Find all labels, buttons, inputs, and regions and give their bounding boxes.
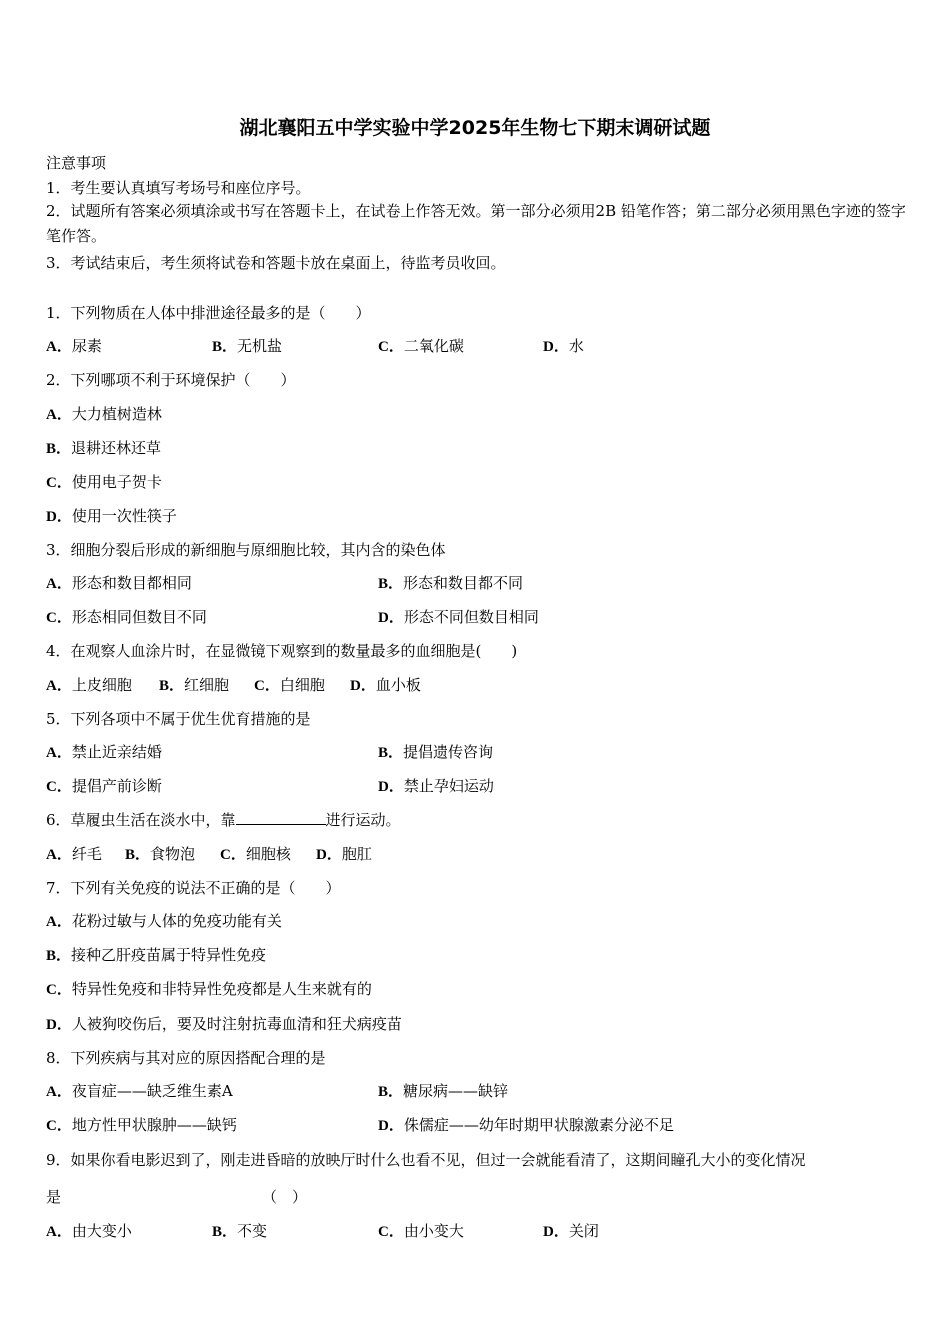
q8-option-d: D．侏儒症——幼年时期甲状腺激素分泌不足 [378, 1116, 674, 1134]
q5-option-d: D．禁止孕妇运动 [378, 777, 494, 795]
q8-option-b: B．糖尿病——缺锌 [378, 1082, 509, 1100]
q3-option-a: A．形态和数目都相同 [46, 574, 192, 592]
q6-option-b: B．食物泡 [125, 845, 196, 863]
q2-option-b: B．退耕还林还草 [46, 439, 162, 457]
q6-option-c: C．细胞核 [220, 845, 291, 863]
question-2-stem: 2．下列哪项不利于环境保护（ ） [46, 371, 296, 389]
question-7-stem: 7．下列有关免疫的说法不正确的是（ ） [46, 879, 341, 897]
q6-option-a: A．纤毛 [46, 845, 102, 863]
q3-option-b: B．形态和数目都不同 [378, 574, 524, 592]
q3-option-c: C．形态相同但数目不同 [46, 608, 207, 626]
question-3-stem: 3．细胞分裂后形成的新细胞与原细胞比较，其内含的染色体 [46, 541, 446, 559]
q1-option-a: A．尿素 [46, 337, 102, 355]
q7-option-c: C．特异性免疫和非特异性免疫都是人生来就有的 [46, 980, 372, 998]
question-1-stem: 1．下列物质在人体中排泄途径最多的是（ ） [46, 304, 371, 322]
page-title: 湖北襄阳五中学实验中学2025年生物七下期末调研试题 [239, 117, 711, 139]
q4-option-a: A．上皮细胞 [46, 676, 132, 694]
question-9-stem: 9．如果你看电影迟到了，刚走进昏暗的放映厅时什么也看不见，但过一会就能看清了，这期间瞳孔大小的变化情况 [46, 1151, 806, 1169]
q9-option-a: A．由大变小 [46, 1222, 132, 1240]
answer-blank [236, 810, 326, 825]
q6-option-d: D．胞肛 [316, 845, 372, 863]
q5-option-c: C．提倡产前诊断 [46, 777, 162, 795]
q2-option-d: D．使用一次性筷子 [46, 507, 177, 525]
q7-option-b: B．接种乙肝疫苗属于特异性免疫 [46, 946, 267, 964]
q4-option-d: D．血小板 [350, 676, 421, 694]
q5-option-b: B．提倡遗传咨询 [378, 743, 494, 761]
question-9-paren: （ ） [262, 1188, 308, 1206]
q7-option-d: D．人被狗咬伤后，要及时注射抗毒血清和狂犬病疫苗 [46, 1015, 402, 1033]
notice-item-3: 3．考试结束后，考生须将试卷和答题卡放在桌面上，待监考员收回。 [46, 254, 506, 272]
q1-option-c: C．二氧化碳 [378, 337, 464, 355]
q4-option-b: B．红细胞 [159, 676, 230, 694]
q9-option-d: D．关闭 [543, 1222, 599, 1240]
q2-option-a: A．大力植树造林 [46, 405, 162, 423]
notice-item-2: 2．试题所有答案必须填涂或书写在答题卡上，在试卷上作答无效。第一部分必须用2B 铅笔作答；第二部分必须用黑色字迹的签字笔作答。 [46, 202, 906, 245]
question-4-stem: 4．在观察人血涂片时，在显微镜下观察到的数量最多的血细胞是( ) [46, 642, 518, 660]
q5-option-a: A．禁止近亲结婚 [46, 743, 162, 761]
question-9-stem-cont: 是 [46, 1188, 62, 1206]
q1-option-b: B．无机盐 [212, 337, 283, 355]
question-6-stem: 6．草履虫生活在淡水中，靠 进行运动。 [46, 811, 401, 829]
question-8-stem: 8．下列疾病与其对应的原因搭配合理的是 [46, 1049, 326, 1067]
q7-option-a: A．花粉过敏与人体的免疫功能有关 [46, 912, 282, 930]
notice-item-1: 1．考生要认真填写考场号和座位序号。 [46, 179, 311, 197]
q9-option-b: B．不变 [212, 1222, 268, 1240]
question-5-stem: 5．下列各项中不属于优生优育措施的是 [46, 710, 311, 728]
q8-option-a: A．夜盲症——缺乏维生素A [46, 1082, 233, 1100]
q9-option-c: C．由小变大 [378, 1222, 464, 1240]
q3-option-d: D．形态不同但数目相同 [378, 608, 539, 626]
q2-option-c: C．使用电子贺卡 [46, 473, 162, 491]
q1-option-d: D．水 [543, 337, 584, 355]
q4-option-c: C．白细胞 [254, 676, 325, 694]
q8-option-c: C．地方性甲状腺肿——缺钙 [46, 1116, 237, 1134]
notice-heading: 注意事项 [46, 154, 107, 172]
